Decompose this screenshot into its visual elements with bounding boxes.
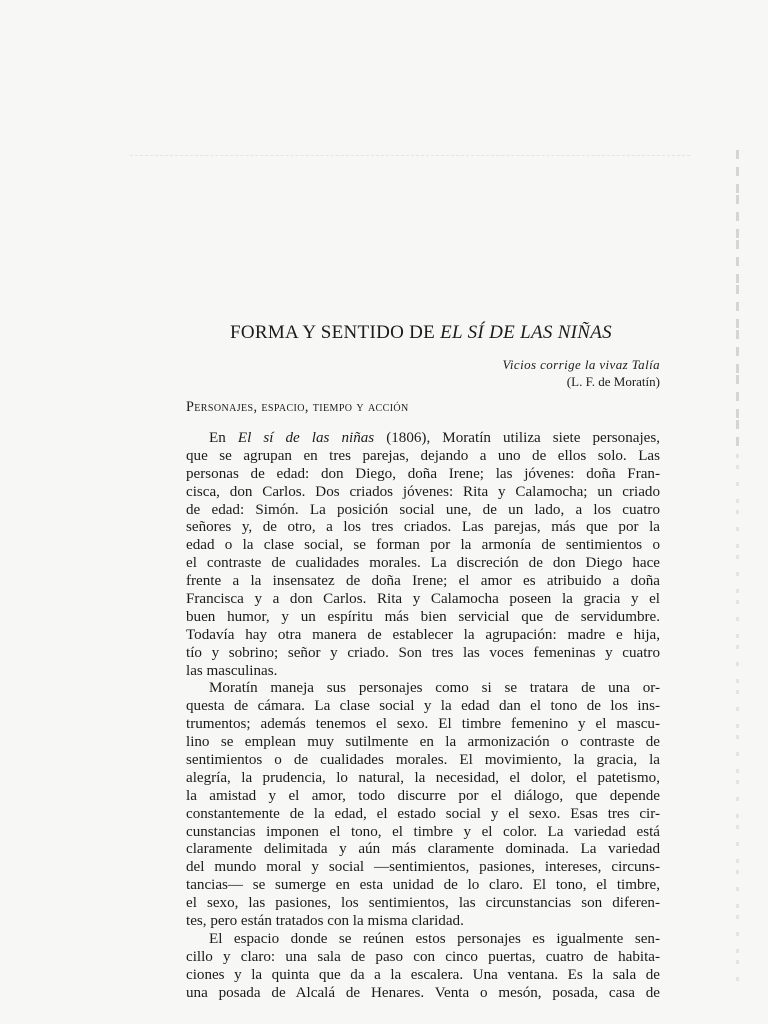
text-line: tío y sobrino; señor y criado. Son tres las voces femeninas y cuatro: [186, 644, 660, 661]
scan-speck: [736, 555, 739, 559]
scan-speck: [736, 465, 739, 469]
scan-speck: [736, 364, 739, 373]
text-line: frente a la insensatez de doña Irene; el amor es atribuido a doña: [186, 573, 660, 590]
scan-speck: [736, 870, 739, 874]
scan-speck: [736, 212, 739, 221]
text-line: tancias— se sumerge en esta unidad de lo claro. El tono, el timbre,: [186, 877, 660, 894]
scan-artifact-line: [130, 155, 690, 157]
scan-speck: [736, 499, 739, 503]
scan-speck: [736, 662, 739, 666]
scan-speck: [736, 814, 739, 818]
text-line: cisca, don Carlos. Dos criados jóvenes: Rita y Calamocha; un criado: [186, 483, 660, 500]
text-line: las masculinas.: [186, 662, 278, 679]
scan-speck: [736, 707, 739, 711]
text-line: tes, pero están tratados con la misma claridad.: [186, 913, 464, 930]
text-line: questa de cámara. La clase social y la edad dan el tono de los ins-: [186, 698, 660, 715]
text-line: personas de edad: don Diego, doña Irene; las jóvenes: doña Fran-: [186, 465, 660, 482]
scan-speck: [736, 167, 739, 176]
scan-speck: [736, 420, 739, 429]
scan-speck: [736, 150, 739, 159]
scan-speck: [736, 617, 739, 621]
scan-speck: [736, 589, 739, 593]
text-line: el contraste de cualidades morales. La discreción de don Diego hace: [186, 555, 660, 572]
section-heading: Personajes, espacio, tiempo y acción: [186, 399, 409, 415]
title-italic-part: EL SÍ DE LAS NIÑAS: [440, 322, 612, 343]
scan-speck: [736, 915, 739, 919]
scan-speck: [736, 375, 739, 384]
scan-speck: [736, 960, 739, 964]
text-line: Todavía hay otra manera de establecer la agrupación: madre e hija,: [186, 626, 660, 643]
scan-speck: [736, 769, 739, 773]
text-line: constantemente de la edad, el estado social y el sexo. Esas tres cir-: [186, 805, 660, 822]
scan-speck: [736, 330, 739, 339]
scan-speck: [736, 825, 739, 829]
scan-speck: [736, 780, 739, 784]
scan-speck: [736, 977, 739, 981]
text-line: sentimientos o de cualidades morales. El movimiento, la gracia, la: [186, 752, 660, 769]
scan-speck: [736, 679, 739, 683]
scan-speck: [736, 319, 739, 328]
text-line: lino se emplean muy sutilmente en la armonización o contraste de: [186, 734, 660, 751]
text-line: El espacio donde se reúnen estos personajes es igualmente sen-: [209, 930, 660, 947]
epigraph-quote: Vicios corrige la vivaz Talía: [502, 357, 660, 372]
text-line: cunstancias imponen el tono, el timbre y el color. La variedad está: [186, 823, 660, 840]
scan-speck: [736, 797, 739, 801]
text-line: Moratín maneja sus personajes como si se tratara de una or-: [209, 680, 660, 697]
text-line: cillo y claro: una sala de paso con cinco puertas, cuatro de habita-: [186, 948, 660, 965]
scan-speck: [736, 600, 739, 604]
scan-speck: [736, 859, 739, 863]
scan-speck: [736, 257, 739, 266]
scan-speck: [736, 842, 739, 846]
text-line: una posada de Alcalá de Henares. Venta o mesón, posada, casa de: [186, 984, 660, 1001]
work-title-italic: El sí de las niñas: [237, 430, 375, 446]
scan-speck: [736, 724, 739, 728]
scan-speck: [736, 735, 739, 739]
scan-speck: [736, 544, 739, 548]
scan-speck: [736, 240, 739, 249]
scan-speck: [736, 510, 739, 514]
scan-speck: [736, 392, 739, 401]
scan-speck: [736, 347, 739, 356]
text-line: el sexo, las pasiones, los sentimientos, las circunstancias son diferen-: [186, 895, 660, 912]
scan-speck: [736, 572, 739, 576]
scan-speck: [736, 229, 739, 238]
text-line: claramente delimitada y aún más claramente dominada. La variedad: [186, 841, 660, 858]
text-line: que se agrupan en tres parejas, dejando a uno de ellos solo. Las: [186, 447, 660, 464]
scan-speck: [736, 887, 739, 891]
scan-speck: [736, 454, 739, 458]
text-segment: En: [209, 430, 238, 446]
text-line: del mundo moral y social —sentimientos, pasiones, intereses, circuns-: [186, 859, 660, 876]
epigraph-author: (L. F. de Moratín): [566, 374, 660, 389]
scan-speck: [736, 195, 739, 204]
text-line: de edad: Simón. La posición social une, de un lado, a los cuatro: [186, 501, 660, 518]
text-line: Francisca y a don Carlos. Rita y Calamocha poseen la gracia y el: [186, 591, 660, 608]
epigraph: [503, 356, 660, 390]
scan-speck: [736, 285, 739, 294]
title-prefix: FORMA Y SENTIDO DE: [230, 322, 441, 343]
text-line: señores y, de otro, a los tres criados. Las parejas, más que por la: [186, 519, 660, 536]
text-line: la amistad y el amor, todo discurre por el diálogo, que depende: [186, 787, 660, 804]
scan-speck: [736, 184, 739, 193]
scan-speck: [736, 932, 739, 936]
text-segment: (1806), Moratín utiliza siete personajes,: [374, 430, 660, 446]
article-title: [0, 322, 768, 344]
text-line: edad o la clase social, se forman por la armonía de sentimientos o: [186, 537, 660, 554]
scan-speck: [736, 302, 739, 311]
text-line: buen humor, y un espíritu más bien servicial que de servidumbre.: [186, 608, 660, 625]
scan-speck: [736, 904, 739, 908]
text-line: ciones y la quinta que da a la escalera. Una ventana. Es la sala de: [186, 966, 660, 983]
scan-speck: [736, 645, 739, 649]
scan-speck: [736, 527, 739, 531]
scan-speck: [736, 274, 739, 283]
scan-speck: [736, 690, 739, 694]
scan-speck: [736, 752, 739, 756]
scan-margin-artifacts: [736, 150, 744, 1000]
scan-speck: [736, 634, 739, 638]
scan-speck: [736, 409, 739, 418]
body-text: [186, 430, 660, 1003]
text-line: [186, 430, 660, 448]
scan-speck: [736, 482, 739, 486]
text-line: trumentos; además tenemos el sexo. El timbre femenino y el mascu-: [186, 716, 660, 733]
text-line: alegría, la prudencia, lo natural, la necesidad, el dolor, el patetismo,: [186, 769, 660, 786]
scan-speck: [736, 949, 739, 953]
scan-speck: [736, 437, 739, 446]
